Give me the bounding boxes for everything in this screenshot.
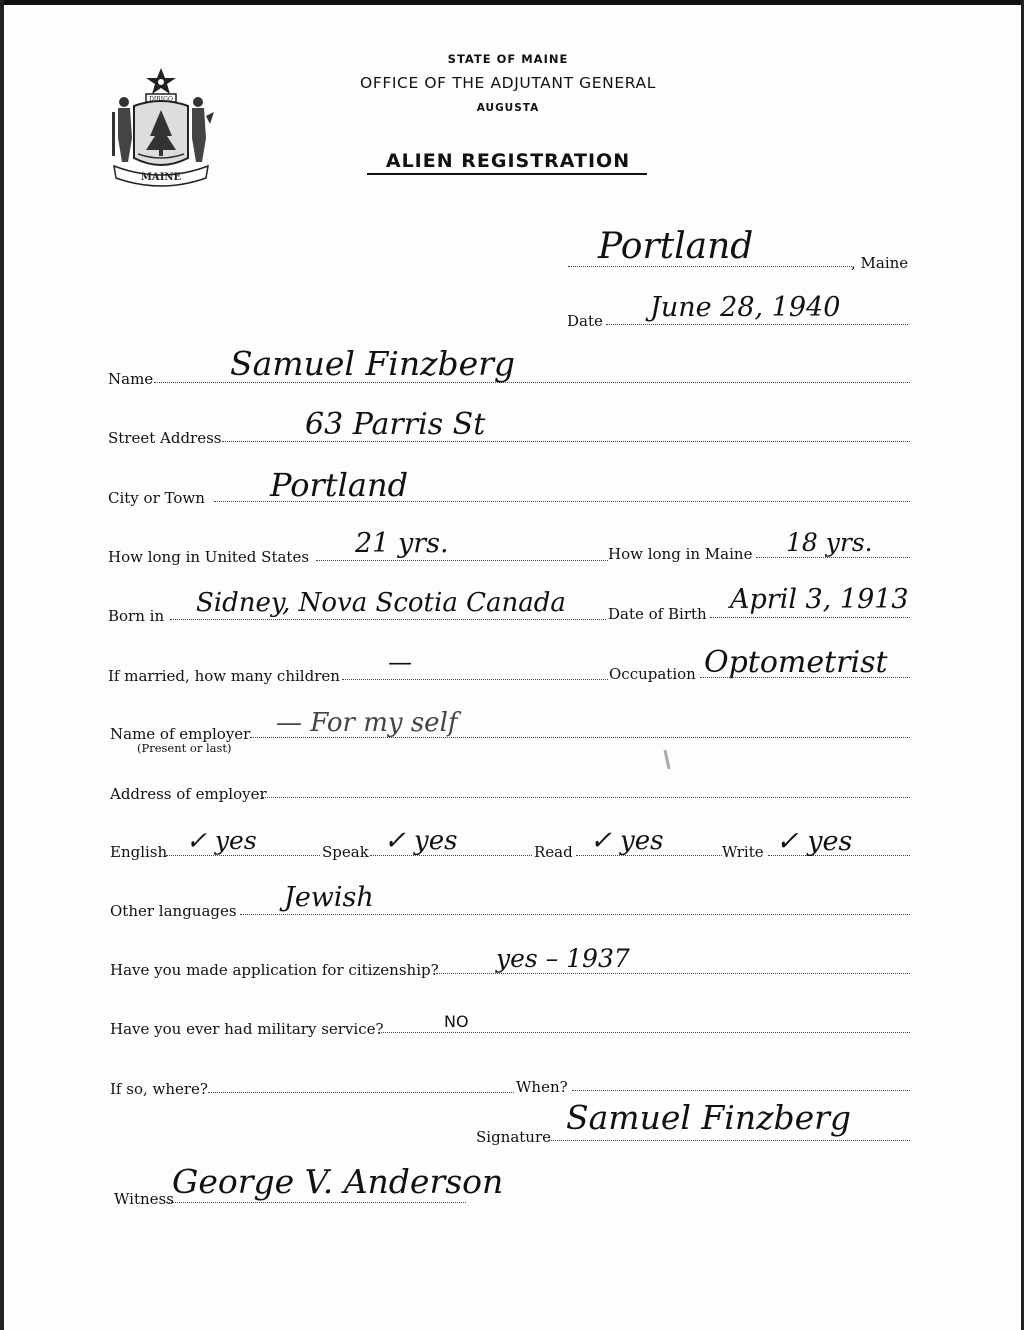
read-label: Read (534, 843, 573, 861)
citizenship-line (436, 973, 910, 974)
speak-label: Speak (322, 843, 369, 861)
if-so-where-line (208, 1092, 514, 1093)
place-value: Portland (598, 226, 754, 267)
title-underline (367, 173, 647, 175)
header-city: AUGUSTA (476, 102, 540, 114)
header-state: STATE OF MAINE (447, 52, 569, 66)
born-in-value: Sidney, Nova Scotia Canada (196, 588, 566, 618)
witness-value: George V. Anderson (172, 1162, 504, 1201)
name-value: Samuel Finzberg (230, 344, 516, 383)
children-label: If married, how many children (108, 667, 340, 685)
other-languages-line (240, 914, 910, 915)
children-line (342, 679, 608, 680)
employer-value: — For my self (276, 708, 458, 738)
born-in-label: Born in (108, 607, 165, 625)
how-long-us-label: How long in United States (108, 548, 310, 566)
military-value: NO (444, 1012, 469, 1031)
date-label: Date (567, 312, 603, 330)
witness-label: Witness (114, 1190, 174, 1208)
date-line (606, 324, 908, 325)
other-languages-value: Jewish (284, 882, 374, 913)
born-in-line (170, 619, 606, 620)
scan-border-left (0, 0, 4, 1330)
employer-address-line (262, 797, 910, 798)
citizenship-value: yes – 1937 (496, 944, 630, 973)
form-title: ALIEN REGISTRATION (385, 150, 631, 172)
english-value: ✓ yes (186, 826, 257, 855)
how-long-maine-value: 18 yrs. (786, 528, 873, 557)
street-address-label: Street Address (108, 429, 222, 447)
employer-address-label: Address of employer (110, 785, 267, 803)
if-so-where-label: If so, where? (110, 1080, 208, 1098)
city-label: City or Town (108, 489, 205, 507)
employer-sublabel: (Present or last) (137, 741, 232, 755)
other-languages-label: Other languages (110, 902, 237, 920)
date-value: June 28, 1940 (650, 292, 841, 323)
signature-value: Samuel Finzberg (566, 1098, 852, 1137)
svg-text:DIRIGO: DIRIGO (149, 96, 173, 103)
signature-label: Signature (476, 1128, 552, 1146)
how-long-us-value: 21 yrs. (355, 528, 449, 559)
name-label: Name (108, 370, 154, 388)
employer-label: Name of employer (110, 725, 251, 743)
svg-text:MAINE: MAINE (140, 172, 182, 183)
speak-value: ✓ yes (384, 826, 458, 856)
english-label: English (110, 843, 168, 861)
signature-line (548, 1140, 910, 1141)
read-value: ✓ yes (590, 826, 664, 856)
write-value: ✓ yes (776, 826, 853, 857)
ink-smudge-icon (655, 745, 685, 775)
military-label: Have you ever had military service? (110, 1020, 384, 1038)
citizenship-label: Have you made application for citizenship? (110, 961, 439, 979)
how-long-maine-line (756, 557, 910, 558)
military-line (378, 1032, 910, 1033)
write-label: Write (722, 843, 764, 861)
children-value: — (388, 648, 412, 676)
english-line (166, 855, 320, 856)
header-office: OFFICE OF THE ADJUTANT GENERAL (360, 74, 656, 92)
occupation-label: Occupation (609, 665, 696, 683)
dob-label: Date of Birth (608, 605, 707, 623)
dob-value: April 3, 1913 (730, 584, 909, 615)
place-suffix: , Maine (851, 254, 909, 272)
occupation-value: Optometrist (704, 645, 888, 680)
when-line (572, 1090, 910, 1091)
how-long-maine-label: How long in Maine (608, 545, 753, 563)
when-label: When? (516, 1078, 568, 1096)
street-address-value: 63 Parris St (305, 407, 486, 442)
witness-line (166, 1202, 466, 1203)
dob-line (710, 617, 910, 618)
city-value: Portland (270, 466, 409, 504)
scan-border-top (0, 0, 1024, 5)
how-long-us-line (316, 560, 608, 561)
